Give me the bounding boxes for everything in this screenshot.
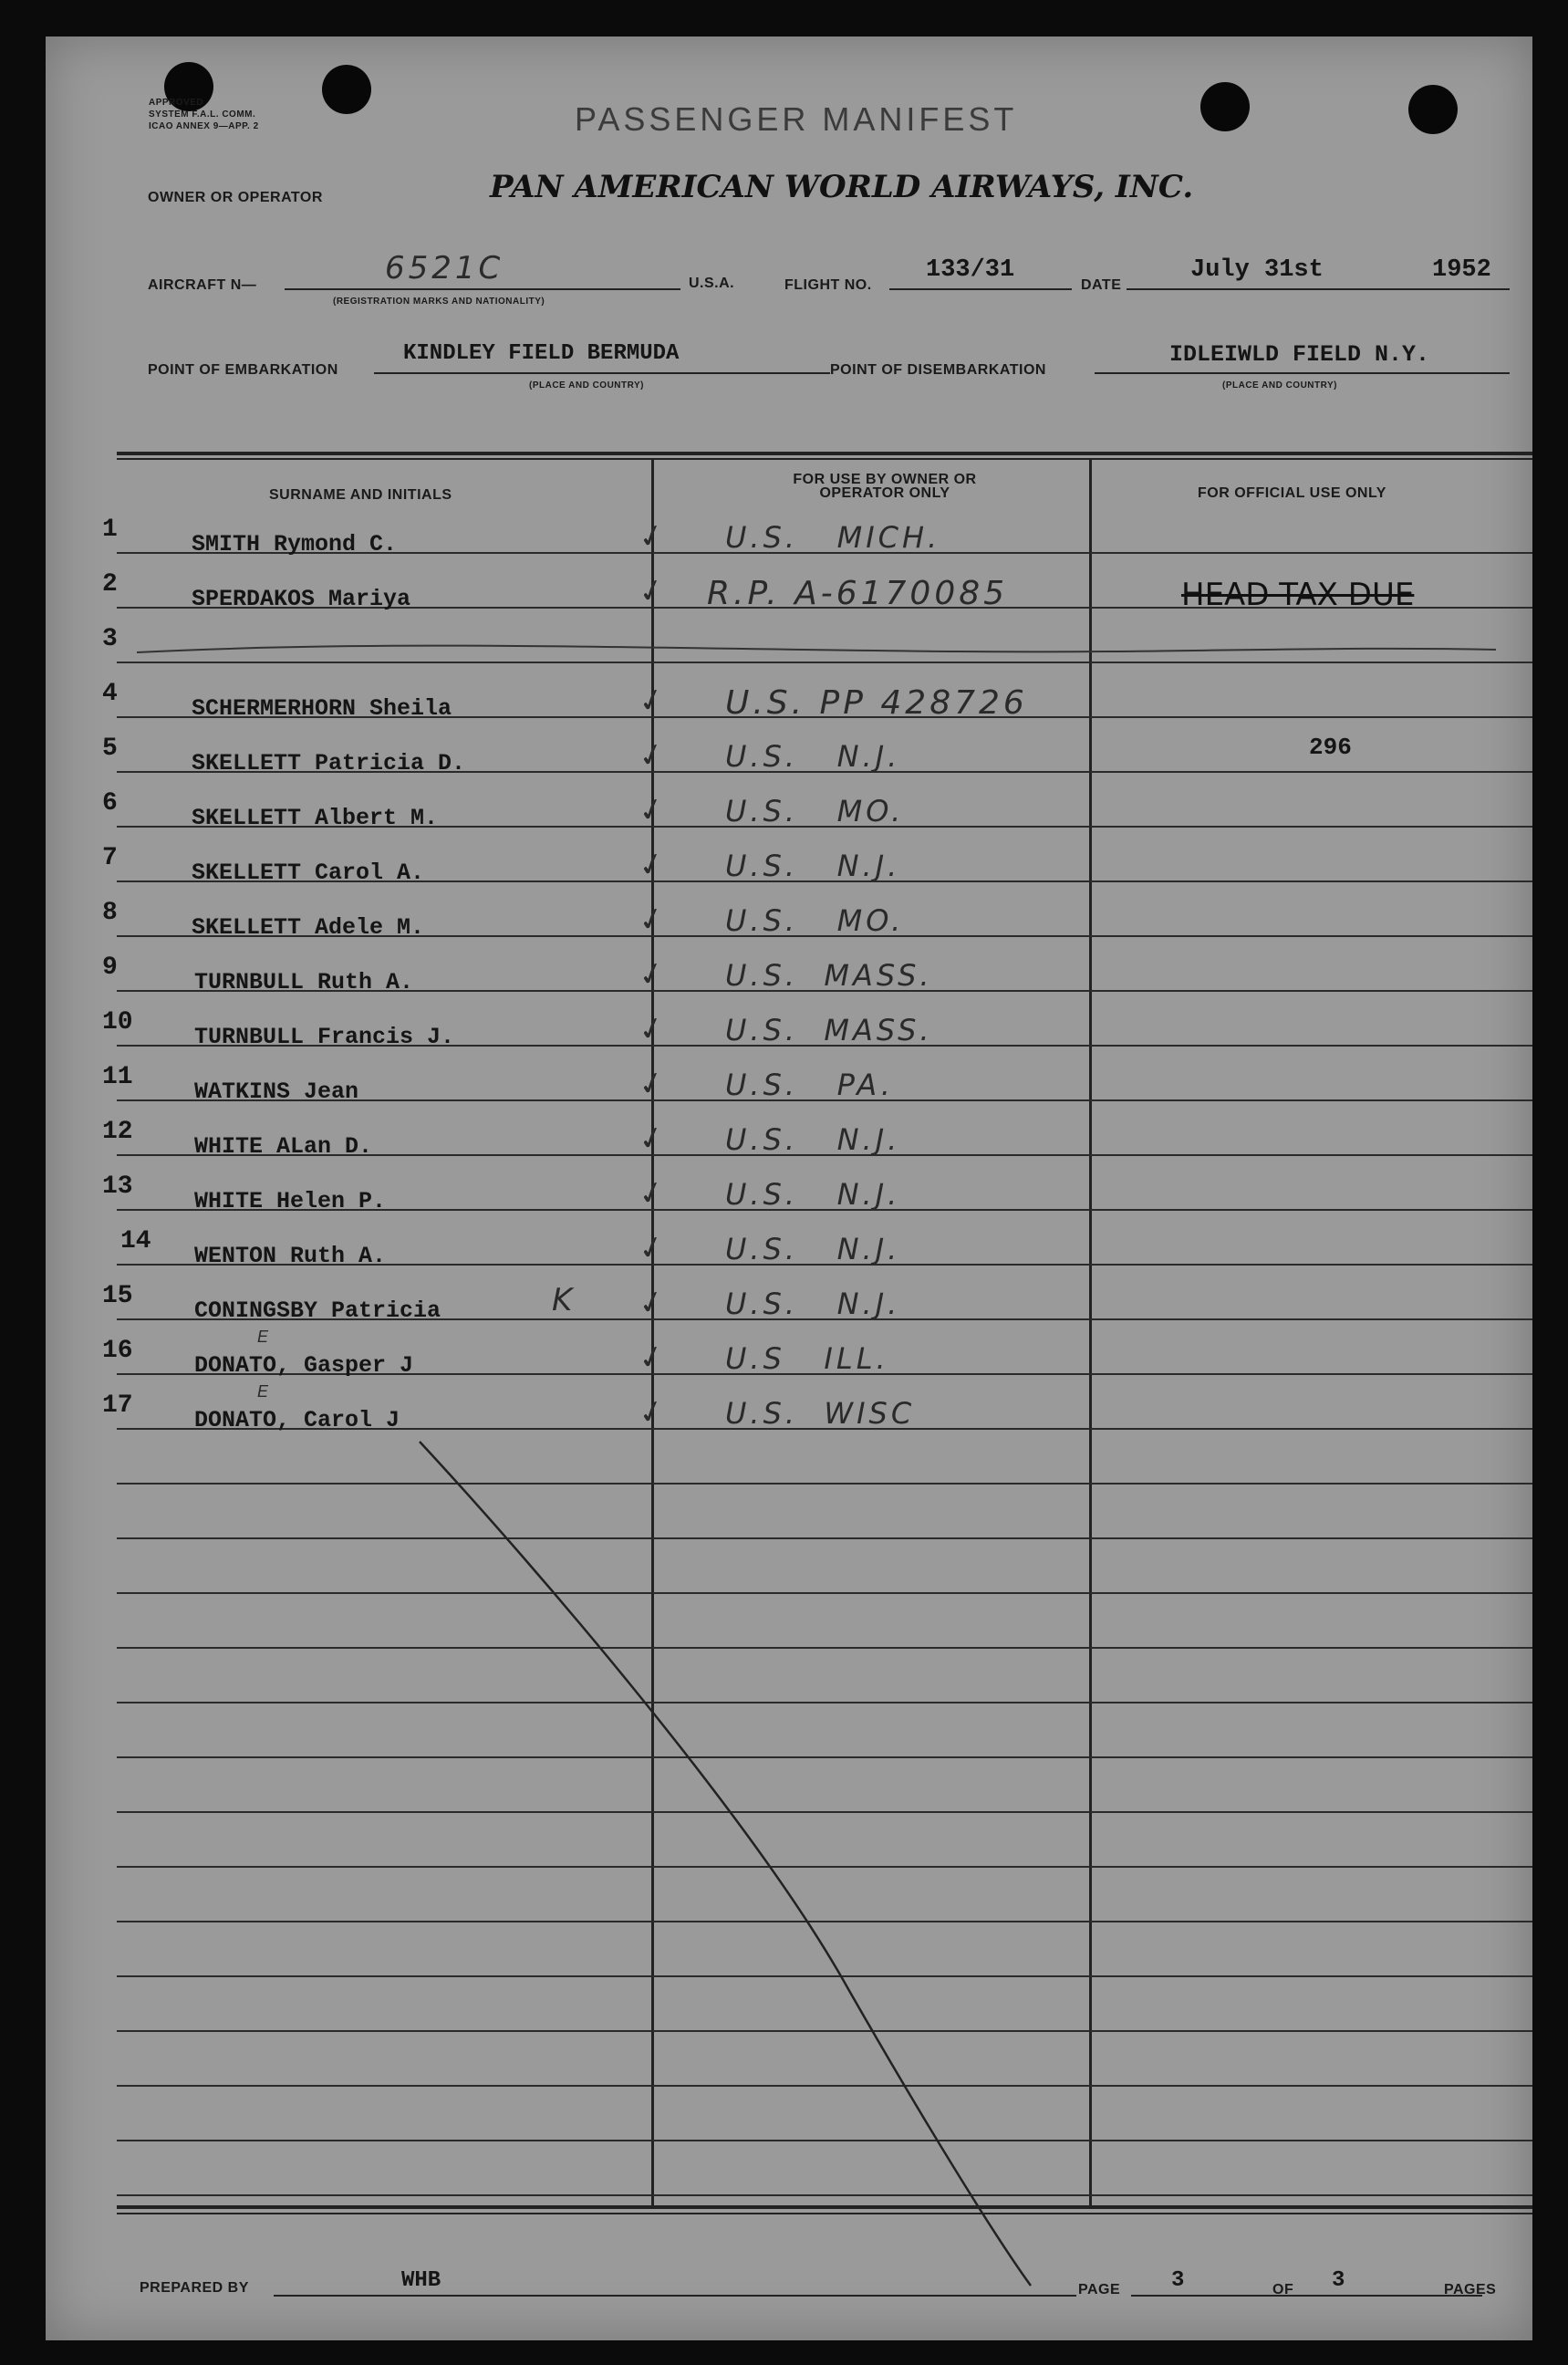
row-number: 2 [102, 570, 118, 599]
passenger-name: TURNBULL Francis J. [194, 1024, 455, 1050]
page-title: PASSENGER MANIFEST [575, 100, 1018, 138]
passenger-name: SPERDAKOS Mariya [192, 586, 411, 612]
row-number: 16 [102, 1337, 133, 1365]
void-line [46, 36, 1532, 2340]
page-value: 3 [1171, 2268, 1185, 2293]
handwritten-mark: K [552, 1282, 576, 1318]
passenger-name: WATKINS Jean [194, 1078, 359, 1105]
owner-entry: U.S. MO. [725, 794, 905, 828]
owner-label: OWNER OR OPERATOR [148, 190, 323, 205]
passenger-name: SMITH Rymond C. [192, 531, 398, 557]
col-official-header: FOR OFFICIAL USE ONLY [1198, 485, 1386, 501]
owner-entry: U.S. N.J. [725, 1122, 901, 1157]
passenger-name: DONATO, Carol J [194, 1407, 400, 1433]
approval-line: SYSTEM F.A.L. COMM. [149, 109, 256, 120]
col-surname-header: SURNAME AND INITIALS [269, 487, 452, 503]
owner-entry: U.S. WISC [725, 1396, 916, 1431]
passenger-name: DONATO, Gasper J [194, 1352, 414, 1379]
row-number: 9 [102, 953, 118, 982]
check-mark-icon: ✓ [634, 1337, 669, 1379]
row-number: 5 [102, 735, 118, 763]
page-label: PAGE [1078, 2282, 1121, 2297]
row-number: 12 [102, 1118, 133, 1146]
disembark-label: POINT OF DISEMBARKATION [830, 362, 1046, 378]
prepared-label: PREPARED BY [140, 2280, 249, 2296]
owner-entry: U.S. MASS. [725, 1013, 933, 1047]
usa-label: U.S.A. [689, 276, 735, 291]
passenger-name: WENTON Ruth A. [194, 1243, 387, 1269]
row-number: 8 [102, 899, 118, 927]
owner-entry: U.S. N.J. [725, 849, 901, 883]
row-number: 17 [102, 1391, 133, 1420]
check-mark-icon: ✓ [634, 844, 669, 886]
check-mark-icon: ✓ [634, 899, 669, 941]
row-number: 1 [102, 516, 118, 544]
check-mark-icon: ✓ [634, 1227, 669, 1269]
of-value: 3 [1332, 2268, 1345, 2293]
passenger-name: WHITE Helen P. [194, 1188, 387, 1214]
row-number: 14 [120, 1227, 151, 1255]
official-entry: HEAD TAX DUE [1181, 577, 1415, 613]
embark-note: (PLACE AND COUNTRY) [529, 380, 644, 391]
prepared-value: WHB [401, 2268, 441, 2293]
check-mark-icon: ✓ [634, 789, 669, 831]
disembark-value: IDLEIWLD FIELD N.Y. [1169, 341, 1430, 368]
embark-value: KINDLEY FIELD BERMUDA [403, 341, 680, 366]
row-number: 4 [102, 680, 118, 708]
owner-value: PAN AMERICAN WORLD AIRWAYS, INC. [490, 169, 1194, 205]
row-number: 7 [102, 844, 118, 872]
aircraft-value: 6521C [385, 250, 504, 287]
row-number: 13 [102, 1172, 133, 1201]
passenger-name: CONINGSBY Patricia [194, 1297, 441, 1324]
embark-label: POINT OF EMBARKATION [148, 362, 338, 378]
owner-entry: U.S. N.J. [725, 739, 901, 774]
owner-entry: U.S ILL. [725, 1341, 889, 1376]
passenger-name: SKELLETT Adele M. [192, 914, 425, 941]
check-mark-icon: ✓ [634, 1118, 669, 1160]
handwritten-mark: E [257, 1328, 269, 1346]
row-number: 6 [102, 789, 118, 818]
row-number: 11 [102, 1063, 133, 1091]
passenger-name: TURNBULL Ruth A. [194, 969, 414, 995]
owner-entry: U.S. MICH. [725, 520, 941, 555]
row-number: 3 [102, 625, 118, 653]
owner-entry: U.S. N.J. [725, 1177, 901, 1212]
check-mark-icon: ✓ [634, 680, 669, 722]
check-mark-icon: ✓ [634, 1008, 669, 1050]
check-mark-icon: ✓ [634, 1063, 669, 1105]
check-mark-icon: ✓ [634, 570, 669, 612]
owner-entry: R.P. A-6170085 [707, 575, 1009, 612]
owner-entry: U.S. PP 428726 [725, 684, 1028, 722]
check-mark-icon: ✓ [634, 516, 669, 557]
of-label: OF [1272, 2282, 1294, 2297]
disembark-note: (PLACE AND COUNTRY) [1222, 380, 1337, 391]
owner-entry: U.S. MO. [725, 903, 905, 938]
year-value: 1952 [1432, 256, 1491, 284]
flight-value: 133/31 [926, 256, 1015, 284]
passenger-name: SKELLETT Carol A. [192, 860, 425, 886]
official-entry: 296 [1309, 734, 1352, 761]
owner-entry: U.S. PA. [725, 1068, 894, 1102]
aircraft-label: AIRCRAFT N— [148, 277, 257, 293]
owner-entry: U.S. MASS. [725, 958, 933, 993]
passenger-name: SKELLETT Albert M. [192, 805, 439, 831]
check-mark-icon: ✓ [634, 735, 669, 776]
flight-label: FLIGHT NO. [784, 277, 872, 293]
passenger-name: SKELLETT Patricia D. [192, 750, 466, 776]
row-number: 10 [102, 1008, 133, 1037]
check-mark-icon: ✓ [634, 1391, 669, 1433]
date-label: DATE [1081, 277, 1122, 293]
manifest-sheet [46, 36, 1532, 2340]
check-mark-icon: ✓ [634, 1172, 669, 1214]
row-number: 15 [102, 1282, 133, 1310]
passenger-name: WHITE ALan D. [194, 1133, 373, 1160]
col-owner-header: FOR USE BY OWNER OR OPERATOR ONLY [793, 472, 977, 501]
approval-line: APPROVED [149, 98, 204, 108]
pages-label: PAGES [1444, 2282, 1497, 2297]
date-value: July 31st [1190, 256, 1324, 284]
owner-entry: U.S. N.J. [725, 1287, 901, 1321]
approval-line: ICAO ANNEX 9—APP. 2 [149, 121, 259, 131]
handwritten-mark: E [257, 1382, 269, 1401]
owner-entry: U.S. N.J. [725, 1232, 901, 1266]
check-mark-icon: ✓ [634, 953, 669, 995]
passenger-name: SCHERMERHORN Sheila [192, 695, 452, 722]
check-mark-icon: ✓ [634, 1282, 669, 1324]
aircraft-note: (REGISTRATION MARKS AND NATIONALITY) [333, 297, 545, 307]
